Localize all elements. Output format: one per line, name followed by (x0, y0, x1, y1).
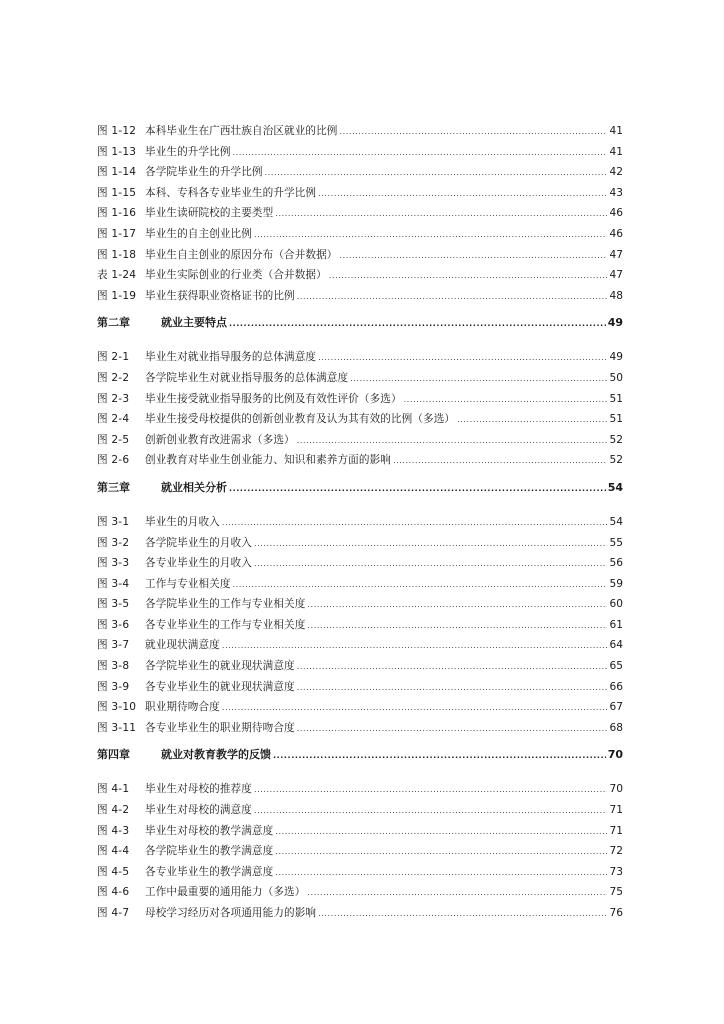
toc-entry-title: 毕业生读研院校的主要类型 (145, 207, 274, 220)
leader-dots (393, 451, 607, 472)
toc-entry[interactable] (97, 574, 623, 595)
leader-dots (229, 314, 606, 334)
toc-entry[interactable] (97, 450, 623, 471)
leader-dots (340, 246, 608, 267)
toc-entry-label: 图 1-12 (97, 125, 137, 137)
chapter-title: 就业相关分析 (161, 480, 227, 494)
toc-entry-label: 图 4-5 (97, 865, 130, 878)
toc-entry-title: 各学院毕业生的升学比例 (145, 166, 263, 179)
toc-entry-title: 各专业毕业生的教学满意度 (145, 865, 274, 878)
leader-dots (297, 719, 607, 740)
toc-entry-title: 本科毕业生在广西壮族自治区就业的比例 (145, 125, 338, 137)
toc-entry[interactable] (97, 553, 623, 574)
toc-group-chapter1-continued (97, 121, 623, 306)
toc-entry-page: 72 (609, 845, 623, 858)
toc-entry[interactable] (97, 389, 623, 410)
toc-entry[interactable] (97, 882, 623, 903)
toc-group-chapter2 (97, 347, 623, 471)
toc-entry-title: 毕业生对就业指导服务的总体满意度 (145, 351, 317, 364)
toc-entry-page: 64 (609, 639, 623, 652)
toc-entry-page: 75 (609, 886, 623, 899)
leader-dots (307, 616, 607, 637)
toc-entry-label: 图 1-16 (97, 207, 137, 220)
leader-dots (297, 678, 607, 699)
chapter-page: 49 (607, 316, 623, 330)
toc-entry-page: 71 (609, 824, 623, 837)
toc-entry-title: 工作与专业相关度 (145, 577, 231, 590)
toc-entry-page: 56 (609, 557, 623, 570)
toc-entry-title: 各学院毕业生的教学满意度 (145, 845, 274, 858)
toc-entry-title: 各专业毕业生的就业现状满意度 (145, 680, 295, 693)
toc-entry-page: 73 (609, 865, 623, 878)
toc-entry-label: 图 4-4 (97, 845, 130, 858)
chapter-heading-2[interactable] (97, 313, 623, 333)
leader-dots (275, 204, 607, 225)
toc-entry-label: 图 2-1 (97, 351, 130, 364)
toc-entry-title: 工作中最重要的通用能力（多选） (145, 886, 306, 899)
toc-entry[interactable] (97, 265, 623, 286)
toc-entry-label: 图 3-8 (97, 660, 130, 673)
leader-dots (275, 842, 607, 863)
toc-entry[interactable] (97, 594, 623, 615)
toc-entry-label: 图 3-3 (97, 557, 130, 570)
toc-entry[interactable] (97, 409, 623, 430)
leader-dots (318, 904, 607, 925)
toc-entry[interactable] (97, 718, 623, 739)
toc-entry[interactable] (97, 286, 623, 307)
toc-entry[interactable] (97, 533, 623, 554)
toc-entry-page: 67 (609, 701, 623, 714)
toc-entry-label: 图 3-10 (97, 701, 137, 714)
leader-dots (318, 184, 607, 205)
toc-entry-label: 图 1-14 (97, 166, 137, 179)
toc-entry-page: 76 (609, 907, 623, 919)
toc-entry-label: 图 3-9 (97, 680, 130, 693)
toc-entry-title: 各专业毕业生的月收入 (145, 557, 252, 570)
toc-entry[interactable] (97, 368, 623, 389)
chapter-page: 70 (607, 748, 623, 762)
toc-group-chapter4 (97, 779, 623, 923)
toc-entry[interactable] (97, 121, 623, 142)
leader-dots (457, 410, 607, 431)
toc-entry-label: 图 3-7 (97, 639, 130, 652)
toc-entry-page: 55 (609, 536, 623, 549)
chapter-title: 就业对教育教学的反馈 (161, 748, 271, 762)
toc-entry-title: 毕业生实际创业的行业类（合并数据） (145, 269, 327, 282)
toc-entry-label: 图 2-4 (97, 413, 130, 426)
toc-entry-page: 49 (609, 351, 623, 364)
toc-entry-title: 职业期待吻合度 (145, 701, 220, 714)
toc-entry[interactable] (97, 512, 623, 533)
toc-entry-label: 图 3-2 (97, 536, 130, 549)
toc-entry-page: 71 (609, 804, 623, 817)
toc-entry-label: 图 1-17 (97, 227, 137, 240)
leader-dots (254, 225, 607, 246)
toc-entry-label: 图 4-2 (97, 804, 130, 817)
toc-entry-page: 70 (609, 783, 623, 796)
toc-entry-label: 图 1-15 (97, 186, 137, 199)
leader-dots (318, 348, 607, 369)
toc-entry-title: 毕业生接受就业指导服务的比例及有效性评价（多选） (145, 392, 402, 405)
toc-entry-label: 图 3-4 (97, 577, 130, 590)
toc-entry-page: 47 (609, 269, 623, 282)
toc-entry-title: 毕业生对母校的教学满意度 (145, 824, 274, 837)
toc-entry[interactable] (97, 142, 623, 163)
toc-entry-label: 图 2-6 (97, 454, 130, 467)
toc-entry-page: 59 (609, 577, 623, 590)
toc-entry[interactable] (97, 430, 623, 451)
chapter-label: 第二章 (97, 316, 130, 330)
toc-entry-title: 就业现状满意度 (145, 639, 220, 652)
toc-entry-label: 图 2-2 (97, 371, 130, 384)
chapter-title: 就业主要特点 (161, 316, 227, 330)
leader-dots (273, 746, 606, 766)
toc-entry-title: 毕业生对母校的满意度 (145, 804, 252, 817)
leader-dots (222, 698, 607, 719)
toc-group-chapter3 (97, 512, 623, 739)
toc-entry-page: 48 (609, 289, 623, 302)
toc-entry-page: 50 (609, 371, 623, 384)
toc-entry-title: 毕业生自主创业的原因分布（合并数据） (145, 248, 338, 261)
toc-entry-page: 51 (609, 392, 623, 405)
toc-entry[interactable] (97, 841, 623, 862)
toc-entry[interactable] (97, 615, 623, 636)
toc-entry-label: 图 4-3 (97, 824, 130, 837)
chapter-label: 第四章 (97, 748, 130, 762)
toc-entry-page: 43 (609, 186, 623, 199)
toc-entry-page: 54 (609, 515, 623, 528)
toc-entry-title: 毕业生的月收入 (145, 515, 220, 528)
toc-entry-label: 图 3-5 (97, 598, 130, 611)
toc-entry-page: 41 (609, 145, 623, 158)
toc-entry-title: 各学院毕业生的工作与专业相关度 (145, 598, 306, 611)
toc-entry[interactable] (97, 862, 623, 883)
leader-dots (297, 287, 607, 308)
toc-entry-page: 51 (609, 413, 623, 426)
toc-entry-title: 毕业生的自主创业比例 (145, 227, 252, 240)
leader-dots (233, 575, 607, 596)
toc-entry-label: 图 4-6 (97, 886, 130, 899)
leader-dots (233, 143, 607, 164)
leader-dots (254, 554, 607, 575)
toc-entry-title: 毕业生接受母校提供的创新创业教育及认为其有效的比例（多选） (145, 413, 456, 426)
toc-entry-title: 各学院毕业生的月收入 (145, 536, 252, 549)
toc-entry-label: 图 4-1 (97, 783, 130, 796)
leader-dots (275, 822, 607, 843)
toc-entry-page: 61 (609, 618, 623, 631)
leader-dots (222, 636, 607, 657)
leader-dots (254, 780, 607, 801)
toc-entry-label: 图 4-7 (97, 907, 130, 919)
toc-entry-page: 68 (609, 721, 623, 734)
toc-entry-title: 毕业生获得职业资格证书的比例 (145, 289, 295, 302)
toc-entry-title: 创业教育对毕业生创业能力、知识和素养方面的影响 (145, 454, 391, 467)
toc-entry-label: 图 3-6 (97, 618, 130, 631)
toc-entry-page: 65 (609, 660, 623, 673)
toc-entry-label: 图 3-11 (97, 721, 137, 734)
chapter-label: 第三章 (97, 480, 130, 494)
toc-entry[interactable] (97, 821, 623, 842)
toc-entry[interactable] (97, 183, 623, 204)
toc-entry-page: 46 (609, 207, 623, 220)
toc-entry-page: 66 (609, 680, 623, 693)
toc-entry-label: 图 2-3 (97, 392, 130, 405)
toc-entry-title: 毕业生的升学比例 (145, 145, 231, 158)
leader-dots (340, 122, 608, 143)
chapter-heading-4[interactable] (97, 745, 623, 765)
toc-entry-title: 各专业毕业生的工作与专业相关度 (145, 618, 306, 631)
toc-entry[interactable] (97, 779, 623, 800)
toc-entry-label: 图 2-5 (97, 433, 130, 446)
toc-entry-page: 60 (609, 598, 623, 611)
toc-entry-page: 52 (609, 433, 623, 446)
toc-entry[interactable] (97, 203, 623, 224)
leader-dots (265, 163, 607, 184)
chapter-page: 54 (607, 480, 623, 494)
leader-dots (307, 883, 607, 904)
leader-dots (307, 595, 607, 616)
toc-entry[interactable] (97, 697, 623, 718)
toc-entry-title: 各学院毕业生的就业现状满意度 (145, 660, 295, 673)
toc-entry-label: 图 1-13 (97, 145, 137, 158)
chapter-heading-3[interactable] (97, 478, 623, 498)
toc-entry[interactable] (97, 656, 623, 677)
toc-entry-page: 42 (609, 166, 623, 179)
toc-entry-title: 毕业生对母校的推荐度 (145, 783, 252, 796)
toc-entry-label: 图 1-18 (97, 248, 137, 261)
toc-entry[interactable] (97, 224, 623, 245)
leader-dots (350, 369, 607, 390)
toc-entry-label: 图 3-1 (97, 515, 130, 528)
toc-entry-title: 各专业毕业生的职业期待吻合度 (145, 721, 295, 734)
toc-entry[interactable] (97, 903, 623, 924)
toc-entry-title: 各学院毕业生对就业指导服务的总体满意度 (145, 371, 349, 384)
toc-entry-page: 47 (609, 248, 623, 261)
toc-entry[interactable] (97, 162, 623, 183)
toc-entry-title: 本科、专科各专业毕业生的升学比例 (145, 186, 317, 199)
toc-entry-label: 表 1-24 (97, 269, 137, 282)
leader-dots (329, 266, 607, 287)
toc-entry[interactable] (97, 635, 623, 656)
leader-dots (275, 863, 607, 884)
toc-entry[interactable] (97, 245, 623, 266)
toc-entry-title: 母校学习经历对各项通用能力的影响 (145, 907, 317, 919)
toc-entry[interactable] (97, 677, 623, 698)
toc-entry-page: 46 (609, 227, 623, 240)
toc-entry-page: 41 (609, 125, 623, 137)
toc-entry[interactable] (97, 800, 623, 821)
leader-dots (254, 801, 607, 822)
toc-entry-page: 52 (609, 454, 623, 467)
toc-entry-label: 图 1-19 (97, 289, 137, 302)
leader-dots (254, 534, 607, 555)
toc-entry-title: 创新创业教育改进需求（多选） (145, 433, 295, 446)
table-of-contents (97, 121, 623, 924)
leader-dots (297, 431, 607, 452)
leader-dots (404, 390, 607, 411)
leader-dots (297, 657, 607, 678)
leader-dots (222, 513, 607, 534)
toc-entry[interactable] (97, 347, 623, 368)
leader-dots (229, 479, 606, 499)
